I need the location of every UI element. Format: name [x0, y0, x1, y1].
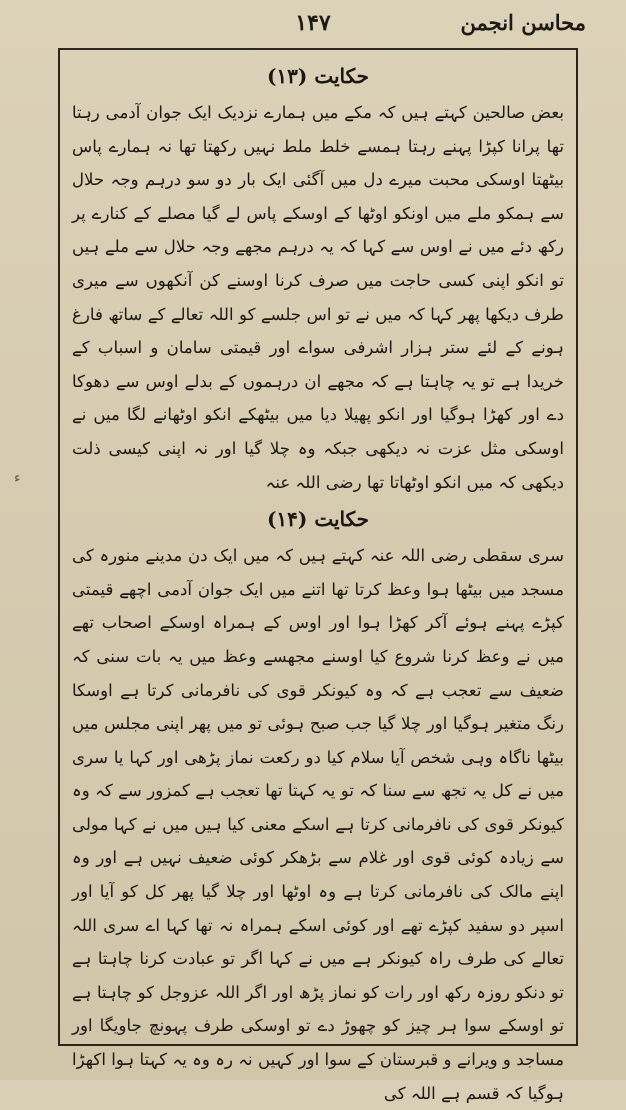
page-content [72, 56, 564, 1103]
story-14-text: سری سقطی رضی اللہ عنہ کہتے ہیں کہ میں ایک دن مدینے منورہ کی مسجد میں بیٹھا ہوا وعظ کرتا تھا اتنے میں ایک جوان آدمی اچھے قیمتی کپڑے پہنے ہوئے آکر کھڑا ہوا اور اوس کے ہمراہ اوسکے اصحاب تھے میں نے وعظ کرنا شروع کیا اوسنے مجھسے وعظ میں یہ بات سنی کہ ضعیف سے تعجب ہے کہ وہ کیونکر قوی کی نافرمانی کرتا ہے اوسکا رنگ متغیر ہوگیا اور چلا گیا جب صبح ہوئی تو میں پھر اپنی مجلس میں بیٹھا ناگاہ وہی شخص آیا سلام کیا دو رکعت نماز پڑھی اور کہا یا سری میں نے کل یہ تجھ سے سنا کہ تو یہ کہتا تھا تعجب ہے کمزور سے کہ وہ کیونکر قوی کی نافرمانی کرتا ہے اسکے معنی کیا ہیں میں نے کہا مولی سے زیادہ کوئی قوی اور غلام سے بڑھکر کوئی ضعیف نہیں ہے اور وہ اپنے مالک کی نافرمانی کرتا ہے وہ اوٹھا اور چلا گیا پھر کل کو آیا اور اسپر دو سفید کپڑے تھے اور کوئی اسکے ہمراہ نہ تھا کہا اے سری اللہ تعالے کی طرف راہ کیونکر ہے میں نے کہا اگر تو عبادت کرنا چاہتا ہے تو دنکو روزہ رکھ اور رات کو نماز پڑھ اور اگر اللہ عزوجل کو چاہتا ہے تو اوسکے سوا ہر چیز کو چھوڑ دے تو اوسکی طرف پہونچ جاویگا اور مساجد و ویرانے و قبرستان کے سوا اور کہیں نہ رہ وہ یہ کہتا ہوا اکھڑا ہوگیا کہ قسم ہے اللہ کی [72, 546, 564, 1103]
book-title: محاسن انجمن [460, 10, 586, 35]
text-frame [58, 48, 578, 1103]
section-heading-13: حکایت (۱۳) [266, 64, 370, 88]
page-header [40, 8, 586, 44]
story-13-text: بعض صالحین کہتے ہیں کہ مکے میں ہمارے نزدیک ایک جوان آدمی رہتا تھا پرانا کپڑا پہنے رہتا ہمسے خلط ملط نہیں رکھتا تھا نہ ہمارے پاس بیٹھتا اوسکی محبت میرے دل میں آگئی ایک بار دو سو درہم وجہ حلال سے ہمکو ملے میں اونکو اوٹھا کے اوسکے پاس لے گیا مصلے کے کنارے پر رکھ دئے میں نے اوس سے کہا کہ یہ درہم مجھے وجہ حلال سے ملے ہیں تو انکو اپنی کسی حاجت میں صرف کرنا اوسنے کن آنکھوں سے میری طرف دیکھا پھر کہا کہ میں نے تو اس جلسے کو اللہ تعالے کے ساتھ فارغ ہونے کے لئے ستر ہزار اشرفی سواے اور قیمتی سامان و اسباب کے خریدا ہے تو یہ چاہتا ہے کہ مجھے ان درہموں کے بدلے اوس سے دھوکا دے اور کھڑا ہوگیا اور انکو پھیلا دیا میں بیٹھکے انکو اوٹھانے لگا میں نے اوسکی مثل عزت نہ دیکھی جبکہ وہ چلا گیا اور نہ اپنی کیسی ذلت دیکھی کہ میں انکو اوٹھاتا تھا رضی اللہ عنہ [72, 103, 564, 492]
section-heading-14: حکایت (۱۴) [266, 507, 370, 532]
margin-note: ء [14, 470, 21, 486]
page-number: ۱۴۷ [295, 10, 331, 36]
